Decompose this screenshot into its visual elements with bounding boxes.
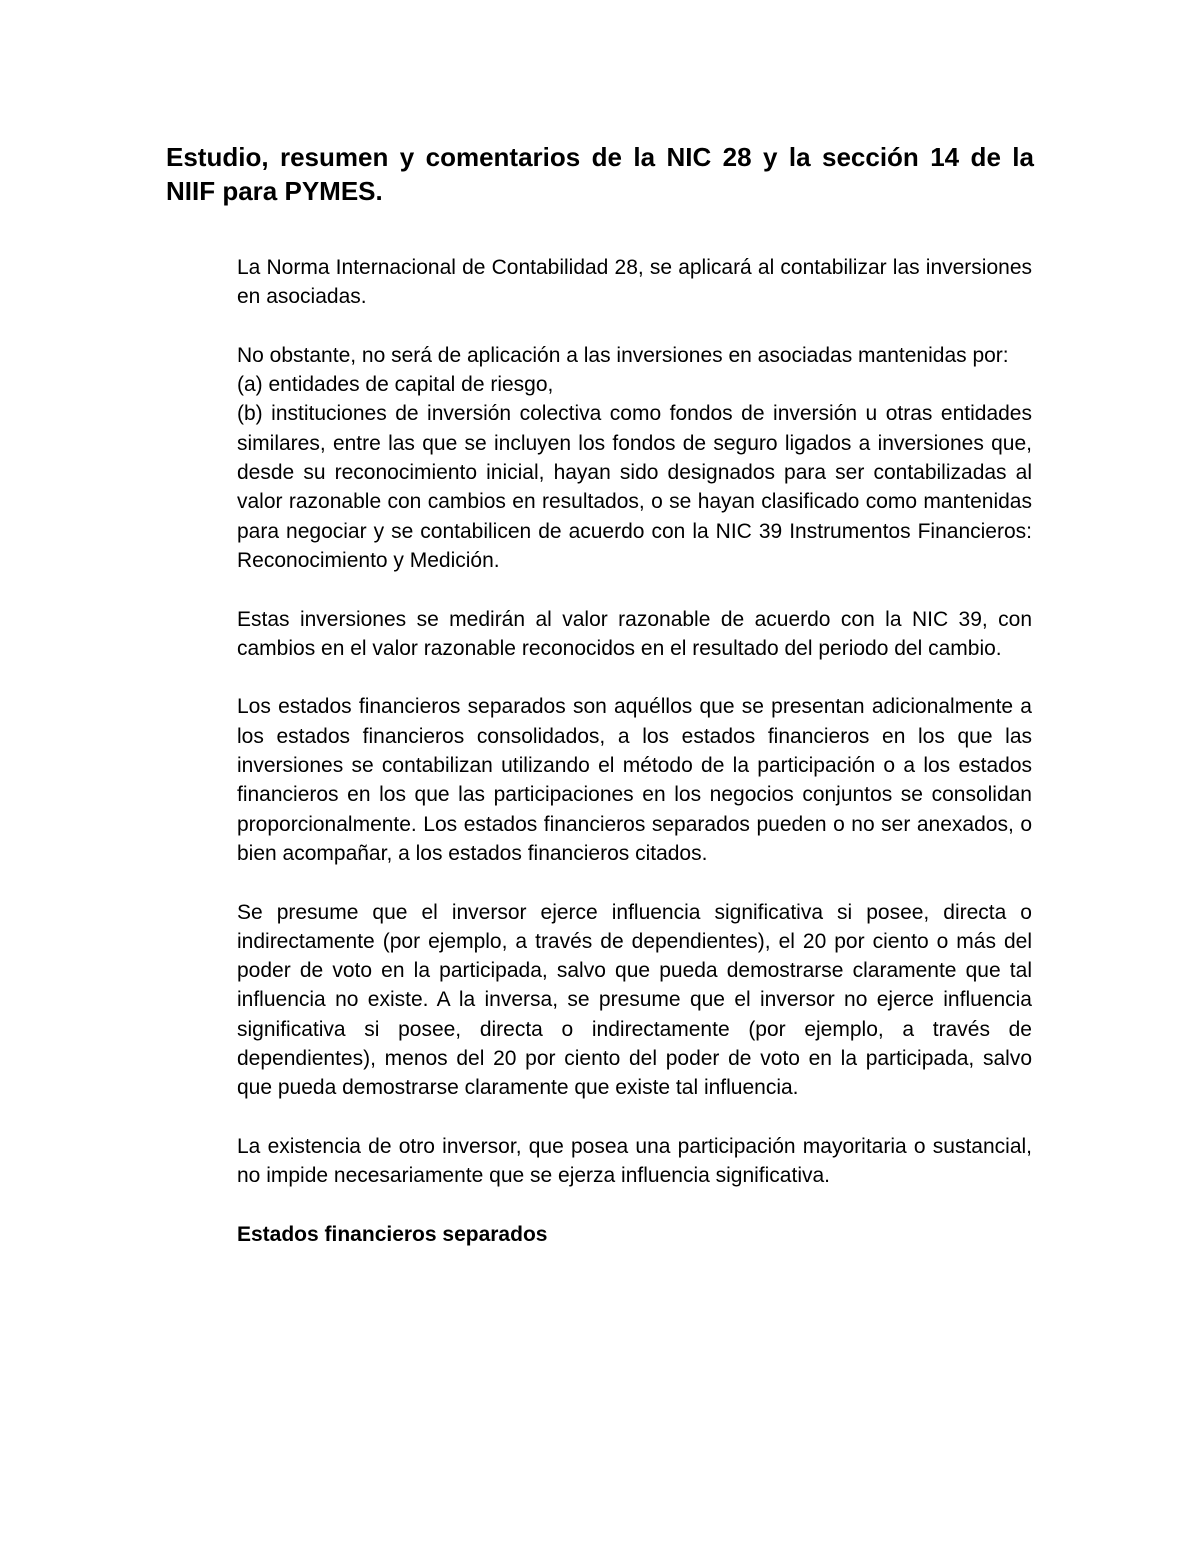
list-item-b: (b) instituciones de inversión colectiva como fondos de inversión u otras entidades similares, entre las que se incluyen los fondos de seguro ligados a inversiones que, desde su reconocimiento inicial, hayan sido designados para ser contabilizadas al valor razonable con cambios en resultados, o se hayan clasificado como mantenidas para negociar y se contabilicen de acuerdo con la NIC 39 Instrumentos Financieros: Reconocimiento y Medición. bbox=[237, 402, 1032, 572]
paragraph-separate-statements: Los estados financieros separados son aquéllos que se presentan adicionalmente a los estados financieros consolidados, a los estados financieros en los que las inversiones se contabilizan utilizando el método de la participación o a los estados financieros en los que las participaciones en los negocios conjuntos se consolidan proporcionalmente. Los estados financieros separados pueden o no ser anexados, o bien acompañar, a los estados financieros citados. bbox=[237, 695, 1032, 865]
paragraph-exclusions-intro: No obstante, no será de aplicación a las inversiones en asociadas mantenidas por: bbox=[237, 343, 1009, 367]
section-heading: Estados financieros separados bbox=[237, 1222, 548, 1246]
document-title: Estudio, resumen y comentarios de la NIC 28 y la sección 14 de la NIIF para PYMES. bbox=[166, 142, 1034, 206]
document-body bbox=[237, 253, 1032, 1249]
paragraph-significant-influence: Se presume que el inversor ejerce influencia significativa si posee, directa o indirectamente (por ejemplo, a través de dependientes), el 20 por ciento o más del poder de voto en la participada, salvo que pueda demostrarse claramente que tal influencia no existe. A la inversa, se presume que el inversor no ejerce influencia significativa si posee, directa o indirectamente (por ejemplo, a través de dependientes), menos del 20 por ciento del poder de voto en la participada, salvo que pueda demostrarse claramente que existe tal influencia. bbox=[237, 900, 1032, 1100]
paragraph-other-investor: La existencia de otro inversor, que posea una participación mayoritaria o sustancial, no impide necesariamente que se ejerza influencia significativa. bbox=[237, 1134, 1032, 1188]
list-item-a: (a) entidades de capital de riesgo, bbox=[237, 373, 554, 397]
paragraph-scope: La Norma Internacional de Contabilidad 28, se aplicará al contabilizar las inversiones en asociadas. bbox=[237, 256, 1032, 309]
paragraph-fair-value: Estas inversiones se medirán al valor razonable de acuerdo con la NIC 39, con cambios en el valor razonable reconocidos en el resultado del periodo del cambio. bbox=[237, 607, 1032, 660]
